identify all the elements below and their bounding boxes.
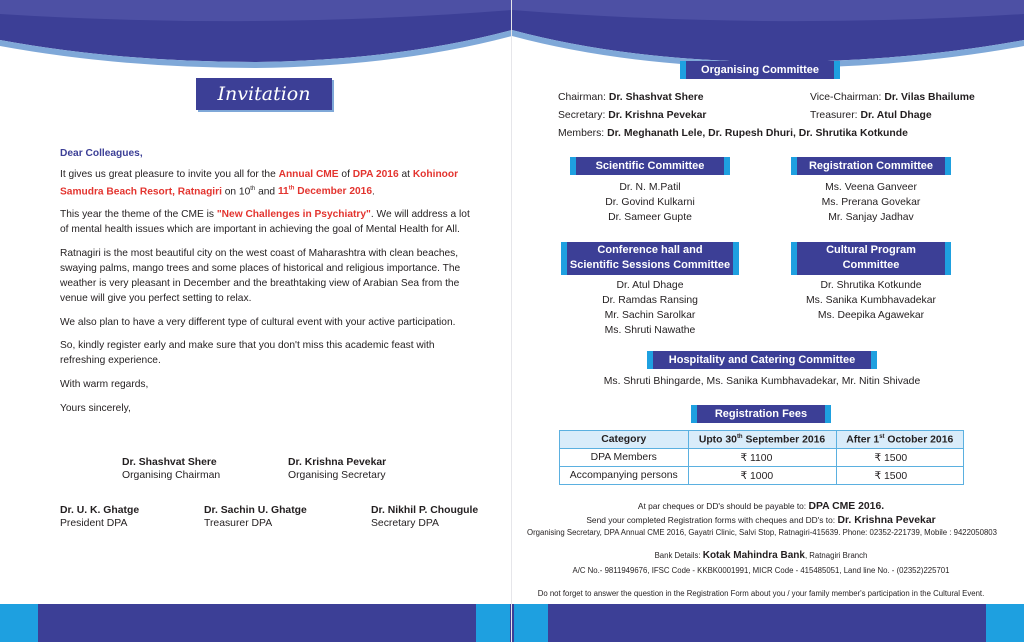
closing-sincerely: Yours sincerely, (60, 403, 131, 414)
top-wave-decoration (0, 0, 1024, 70)
closing-regards: With warm regards, (60, 379, 149, 390)
organising-treasurer: Treasurer: Dr. Atul Dhage (810, 110, 932, 121)
conference-committee-header: Conference hall and Scientific Sessions Committee (567, 242, 733, 275)
registration-members: Ms. Veena Ganveer Ms. Prerana Govekar Mr. Sanjay Jadhav (821, 182, 921, 223)
registration-committee-header: Registration Committee (797, 157, 945, 175)
bottom-band-decoration (0, 604, 1024, 642)
bank-details: Bank Details: Kotak Mahindra Bank, Ratnagiri Branch (654, 550, 868, 561)
col-late: After 1st October 2016 (836, 431, 963, 449)
organising-vice-chairman: Vice-Chairman: Dr. Vilas Bhailume (810, 92, 975, 103)
paragraph-ratnagiri: Ratnagiri is the most beautiful city on the west coast of Maharashtra with clean beaches, swaying palms, mango trees and some places of historical and religious importance. The weather is very pleasant in December and the breathtaking view of Arabian Sea from the venue will give you perfect setting to relax. (60, 248, 461, 304)
organising-committee-header: Organising Committee (686, 61, 834, 79)
hospitality-committee-header: Hospitality and Catering Committee (653, 351, 871, 369)
signature-secretary: Dr. Krishna Pevekar Organising Secretary (288, 457, 387, 481)
conference-members: Dr. Atul Dhage Dr. Ramdas Ransing Mr. Sachin Sarolkar Ms. Shruti Nawathe (602, 280, 698, 336)
organising-secretary: Secretary: Dr. Krishna Pevekar (558, 110, 707, 121)
paragraph-cultural: We also plan to have a very different type of cultural event with your active participation. (60, 317, 456, 328)
row-early-fee: ₹ 1000 (688, 467, 836, 485)
organising-chairman: Chairman: Dr. Shashvat Shere (558, 92, 704, 103)
col-early: Upto 30th September 2016 (688, 431, 836, 449)
organiser-address: Organising Secretary, DPA Annual CME 2016, Gayatri Clinic, Salvi Stop, Ratnagiri-415639. Phone: 02352-221739, Mobile : 9422050803 (527, 528, 997, 537)
row-category: DPA Members (560, 449, 689, 467)
row-category: Accompanying persons (560, 467, 689, 485)
signature-treasurer: Dr. Sachin U. Ghatge Treasurer DPA (204, 505, 307, 529)
signature-president: Dr. U. K. Ghatge President DPA (60, 505, 140, 529)
table-row (560, 467, 964, 485)
row-late-fee: ₹ 1500 (836, 467, 963, 485)
registration-fees-header: Registration Fees (697, 405, 825, 423)
signature-chairman: Dr. Shashvat Shere Organising Chairman (122, 457, 221, 481)
cultural-committee-header: Cultural Program Committee (797, 242, 945, 275)
row-early-fee: ₹ 1100 (688, 449, 836, 467)
table-header-row (560, 431, 964, 449)
table-row (560, 449, 964, 467)
registration-fees-table (559, 430, 964, 485)
paragraph-invite: It gives us great pleasure to invite you all for the Annual CME of DPA 2016 at Kohinoor Samudra Beach Resort, Ratnagiri on 10th and 11th December 2016. (60, 169, 459, 198)
paragraph-register: So, kindly register early and make sure that you don't miss this academic feast with refreshing experience. (60, 340, 435, 366)
send-forms-to: Send your completed Registration forms with cheques and DD's to: Dr. Krishna Pevekar (586, 515, 936, 526)
row-late-fee: ₹ 1500 (836, 449, 963, 467)
scientific-members: Dr. N. M.Patil Dr. Govind Kulkarni Dr. Sameer Gupte (605, 182, 695, 223)
payable-to: At par cheques or DD's should be payable to: DPA CME 2016. (637, 501, 885, 512)
invitation-title: Invitation (196, 78, 332, 110)
bank-account-line: A/C No.- 9811949676, IFSC Code - KKBK0001991, MICR Code - 415485051, Land line No. - (02352)225701 (572, 566, 950, 575)
col-category: Category (560, 431, 689, 449)
signature-dpa-secretary: Dr. Nikhil P. Chougule Secretary DPA (371, 505, 479, 529)
cultural-members: Dr. Shrutika Kotkunde Ms. Sanika Kumbhavadekar Ms. Deepika Agawekar (806, 280, 936, 321)
paragraph-theme: This year the theme of the CME is "New Challenges in Psychiatry". We will address a lot of mental health issues which are important in achieving the goal of Mental Health for All. (60, 209, 470, 235)
organising-members: Members: Dr. Meghanath Lele, Dr. Rupesh Dhuri, Dr. Shrutika Kotkunde (558, 128, 908, 139)
greeting: Dear Colleagues, (60, 148, 143, 159)
scientific-committee-header: Scientific Committee (576, 157, 724, 175)
page-fold (511, 0, 512, 642)
cultural-event-note: Do not forget to answer the question in the Registration Form about you / your family member's participation in the Cultural Event. (537, 589, 985, 598)
hospitality-members: Ms. Shruti Bhingarde, Ms. Sanika Kumbhavadekar, Mr. Nitin Shivade (603, 376, 921, 387)
